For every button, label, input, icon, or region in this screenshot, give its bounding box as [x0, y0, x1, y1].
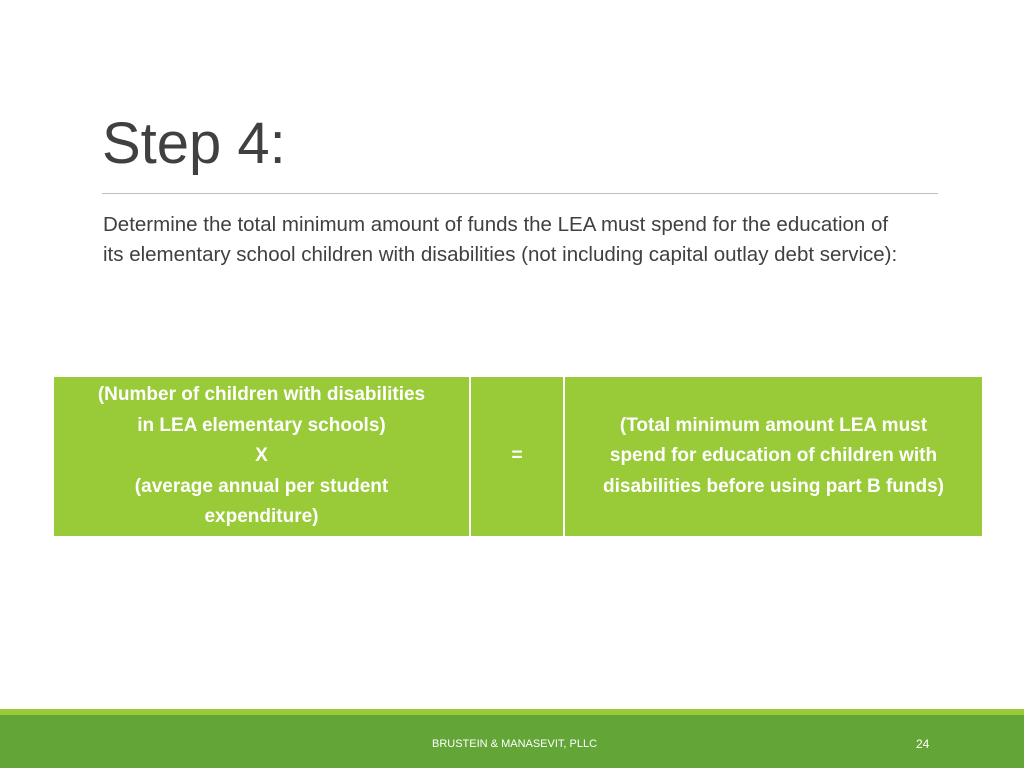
formula-equals-sign: =: [511, 445, 523, 467]
slide-title: Step 4:: [102, 111, 286, 176]
formula-operator-cell: [470, 376, 564, 537]
page-number: 24: [916, 737, 930, 751]
formula-left-line: (Number of children with disabilities: [97, 384, 426, 406]
formula-left-line: (average annual per student: [134, 475, 389, 497]
slide-body-text: Determine the total minimum amount of funds the LEA must spend for the education of its elementary school children with disabilities (not including capital outlay debt service):: [103, 213, 898, 266]
formula-right-cell: [564, 376, 983, 537]
formula-multiply-sign: X: [255, 445, 268, 467]
formula-right-line: disabilities before using part B funds): [603, 475, 944, 497]
formula-right-line: spend for education of children with: [609, 445, 938, 467]
formula-left-line: in LEA elementary schools): [137, 414, 386, 436]
formula-row: [53, 376, 983, 537]
title-divider: [102, 193, 938, 194]
formula-left-cell: [53, 376, 470, 537]
footer-firm-name: BRUSTEIN & MANASEVIT, PLLC: [432, 738, 598, 750]
formula-left-line: expenditure): [204, 506, 319, 528]
formula-right-line: (Total minimum amount LEA must: [619, 414, 928, 436]
formula-table: [52, 375, 984, 538]
